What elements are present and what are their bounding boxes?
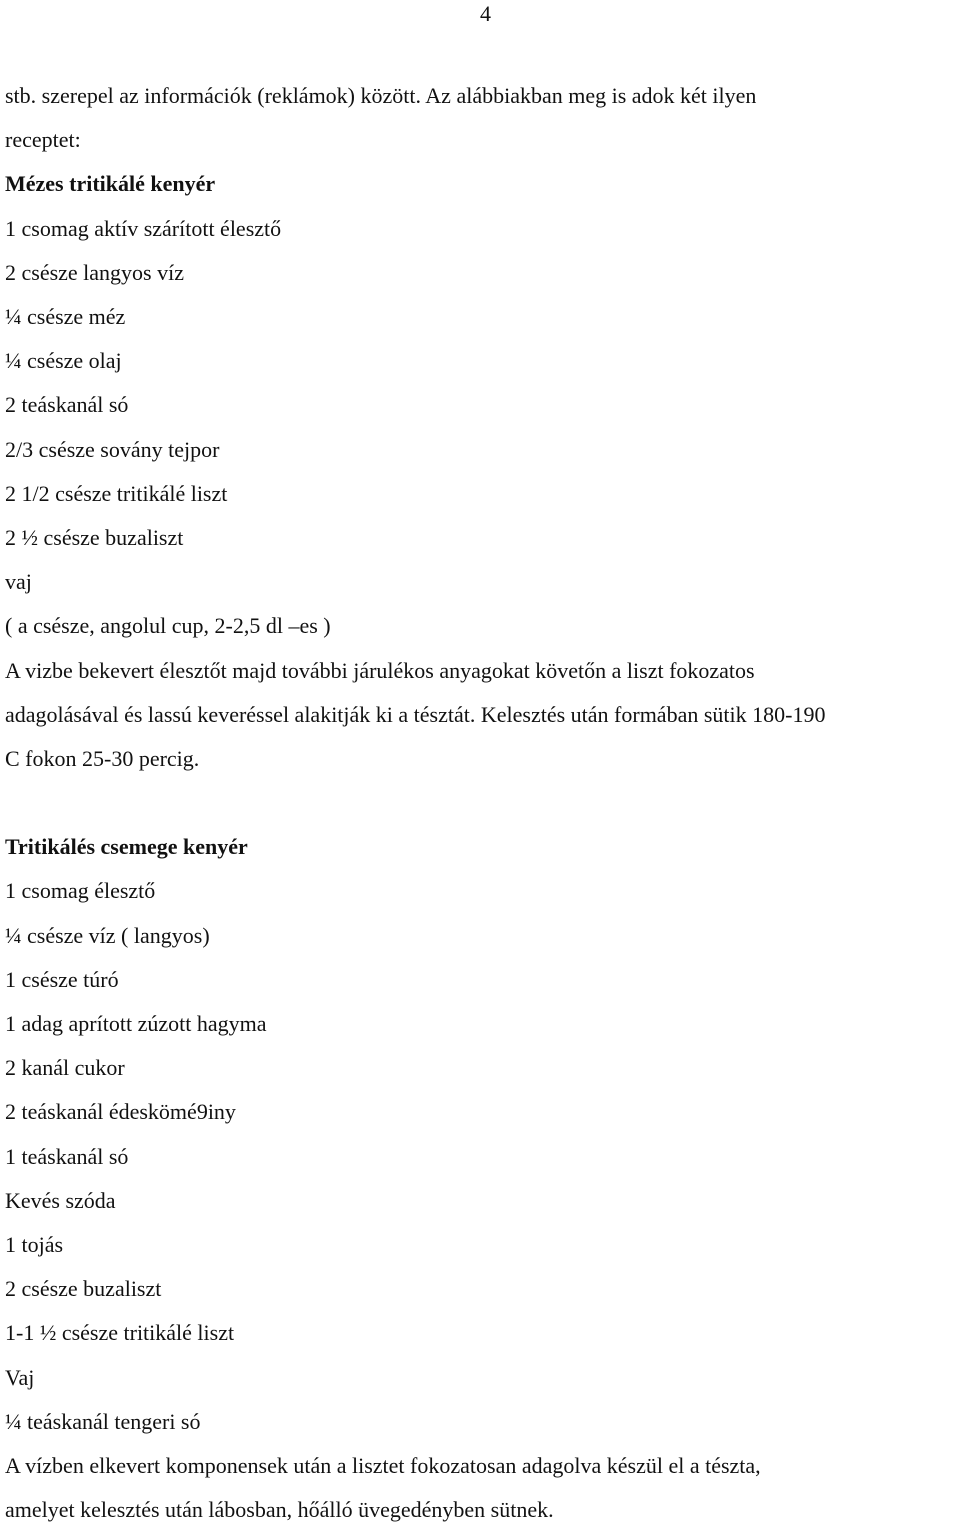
ingredient-item: 2 teáskanál só xyxy=(5,392,129,418)
instruction-line: A vízben elkevert komponensek után a lisztet fokozatosan adagolva készül el a tészta, xyxy=(5,1453,761,1479)
instruction-line: amelyet kelesztés után lábosban, hőálló üvegedényben sütnek. xyxy=(5,1497,554,1523)
ingredient-item: 1 csésze túró xyxy=(5,966,119,992)
recipe-2-ingredients xyxy=(5,869,957,1444)
recipe-2-instructions xyxy=(5,1444,957,1532)
ingredient-item: ( a csésze, angolul cup, 2-2,5 dl –es ) xyxy=(5,613,331,639)
instruction-line: C fokon 25-30 percig. xyxy=(5,746,200,772)
ingredient-item: vaj xyxy=(5,569,32,595)
ingredient-item: 1 tojás xyxy=(5,1232,64,1258)
ingredient-item: 2 csésze buzaliszt xyxy=(5,1276,162,1302)
recipe-1-instructions xyxy=(5,649,957,782)
ingredient-item: ¼ csésze víz ( langyos) xyxy=(5,922,210,948)
instruction-line: adagolásával és lassú keveréssel alakitják ki a tésztát. Kelesztés után formában sütik 180-190 xyxy=(5,701,826,727)
page-number: 4 xyxy=(480,1,491,26)
ingredient-item: 2 teáskanál édeskömé9iny xyxy=(5,1099,236,1125)
ingredient-item: Kevés szóda xyxy=(5,1187,116,1213)
ingredient-item: 1 teáskanál só xyxy=(5,1143,129,1169)
intro-line: stb. szerepel az információk (reklámok) között. Az alábbiakban meg is adok két ilyen xyxy=(5,83,757,108)
recipe-1-ingredients xyxy=(5,207,957,649)
ingredient-item: 2 ½ csésze buzaliszt xyxy=(5,525,184,551)
recipe-1-title: Mézes tritikálé kenyér xyxy=(5,171,216,197)
document-body xyxy=(5,74,957,1533)
recipe-2-title: Tritikálés csemege kenyér xyxy=(5,834,248,860)
ingredient-item: 1-1 ½ csésze tritikálé liszt xyxy=(5,1320,235,1346)
ingredient-item: 2 1/2 csésze tritikálé liszt xyxy=(5,480,228,506)
ingredient-item: 2/3 csésze sovány tejpor xyxy=(5,436,220,462)
ingredient-item: ¼ csésze olaj xyxy=(5,348,122,374)
ingredient-item: ¼ csésze méz xyxy=(5,304,126,330)
ingredient-item: 1 csomag aktív szárított élesztő xyxy=(5,215,282,241)
paragraph-gap xyxy=(5,781,957,825)
ingredient-item: Vaj xyxy=(5,1364,35,1390)
ingredient-item: 2 kanál cukor xyxy=(5,1055,125,1081)
instruction-line: A vizbe bekevert élesztőt majd további járulékos anyagokat követőn a liszt fokozatos xyxy=(5,657,755,683)
ingredient-item: 1 csomag élesztő xyxy=(5,878,156,904)
intro-line: receptet: xyxy=(5,127,81,153)
ingredient-item: 2 csésze langyos víz xyxy=(5,259,184,285)
ingredient-item: 1 adag aprított zúzott hagyma xyxy=(5,1011,267,1037)
ingredient-item: ¼ teáskanál tengeri só xyxy=(5,1408,201,1434)
